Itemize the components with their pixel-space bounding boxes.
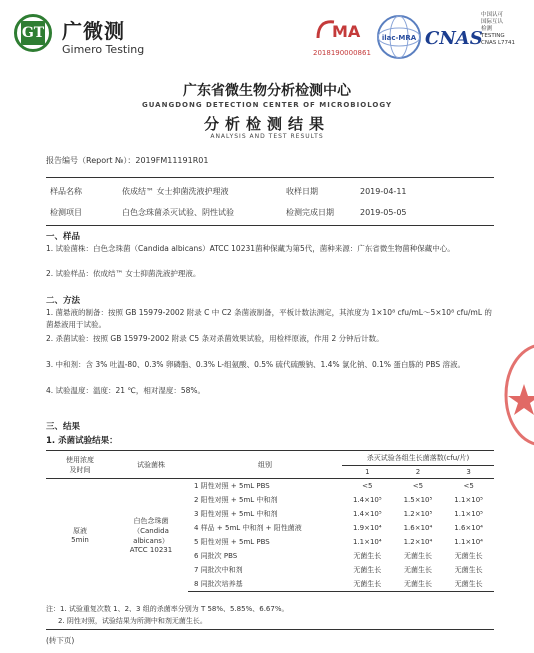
count-cell: 无菌生长 (454, 552, 483, 560)
report-title: 分析检测结果 (203, 115, 330, 133)
info-value: 2019-04-11 (360, 187, 407, 196)
organization-title: 广东省微生物分析检测中心 (183, 83, 351, 99)
count-cell: 无菌生长 (443, 577, 494, 592)
ilac-mra-logo (376, 14, 422, 60)
group-cell: 2 阳性对照 + 5mL 中和剂 (194, 496, 278, 504)
subsection-heading: 1. 杀菌试验结果： (46, 436, 118, 446)
info-value: 白色念珠菌杀灭试验、阴性试验 (122, 208, 234, 217)
divider (46, 177, 494, 178)
column-header-rep: 1 (342, 466, 393, 479)
sample-info-table (46, 181, 494, 223)
group-cell: 3 阳性对照 + 5mL 中和剂 (194, 510, 278, 518)
group-cell: 6 同批次 PBS (194, 552, 238, 560)
footnote: 2. 阴性对照，试验结果为所测中和剂无菌生长。 (58, 617, 207, 625)
cnas-caption (481, 12, 527, 47)
count-cell: 1.6×10⁴ (454, 524, 483, 532)
info-label: 检测项目 (50, 208, 82, 217)
info-label: 检测完成日期 (286, 208, 334, 217)
section-heading: 一、样品 (46, 232, 81, 242)
ilac-label: ilac-MRA (381, 34, 417, 42)
report-title-en: ANALYSIS AND TEST RESULTS (210, 133, 324, 140)
count-cell: 1.2×10⁵ (403, 510, 433, 518)
column-header-rep: 2 (393, 466, 444, 479)
group-cell: 4 样品 + 5mL 中和剂 + 阳性菌液 (194, 524, 302, 532)
column-header-rep: 3 (443, 466, 494, 479)
footnote: 注：1. 试验重复次数 1、2、3 组的杀菌率分别为 T 58%、5.85%、6.67%。 (46, 605, 289, 613)
cma-number: 2018190000861 (313, 49, 371, 57)
count-cell: 1.1×10⁵ (454, 496, 483, 504)
cnas-logo: CNAS (425, 28, 483, 49)
column-header-counts: 杀灭试验各组生长菌落数(cfu/片) (342, 451, 494, 466)
count-cell: 1.6×10⁴ (403, 524, 433, 532)
report-number: 报告编号（Report №）：2019FM11191R01 (46, 156, 209, 165)
count-cell: 1.1×10⁴ (454, 538, 483, 546)
info-row (46, 181, 494, 202)
column-header-strain: 试验菌株 (114, 451, 188, 479)
count-cell: 无菌生长 (403, 552, 432, 560)
company-logo (14, 14, 52, 52)
count-cell: 1.9×10⁴ (352, 524, 382, 532)
strain-cell (114, 479, 188, 592)
divider (46, 225, 494, 226)
count-cell: <5 (362, 482, 373, 490)
official-seal-stamp (502, 340, 534, 450)
count-cell: 无菌生长 (393, 577, 444, 592)
count-cell: 无菌生长 (454, 566, 483, 574)
count-cell: <5 (463, 482, 474, 490)
info-value: 依成结™ 女士抑菌洗液护理液 (122, 187, 229, 196)
divider (46, 629, 494, 630)
count-cell: 1.5×10⁵ (403, 496, 433, 504)
logo-letters: GT (21, 21, 45, 45)
concentration-cell (46, 479, 114, 592)
count-cell: 1.1×10⁵ (454, 510, 483, 518)
brand-name-cn: 广微测 (62, 19, 125, 43)
section-heading: 三、结果 (46, 422, 81, 432)
paragraph: 2. 杀菌试验：按照 GB 15979-2002 附录 C5 条对杀菌效果试验，用检样原液，作用 2 分钟后计数。 (46, 334, 384, 343)
paragraph: 4. 试验温度：温度：21 ℃，相对湿度：58%。 (46, 386, 206, 395)
cma-label: MA (332, 22, 361, 41)
table-header-row (46, 451, 494, 466)
cell-text: 5min (71, 536, 89, 545)
brand-name-en: Gimero Testing (62, 43, 145, 56)
cnas-caption-line: CNAS L7741 (481, 40, 516, 46)
results-table (46, 450, 494, 592)
organization-title-en: GUANGDONG DETECTION CENTER OF MICROBIOLOGY (141, 101, 393, 109)
column-header-concentration (46, 451, 114, 479)
cell-text: 原液 (73, 527, 87, 536)
count-cell: 1.4×10⁵ (352, 496, 382, 504)
header-text: 及时间 (69, 465, 91, 474)
cnas-caption-line: TESTING (481, 33, 505, 39)
cell-text: （Candida (133, 527, 169, 536)
paragraph: 1. 菌悬液的制备：按照 GB 15979-2002 附录 C 中 C2 条菌液制备，平板计数法测定，其浓度为 1×10⁸ cfu/mL～5×10⁸ cfu/mL 的菌悬液用于试验。 (46, 308, 492, 329)
group-cell: 5 阳性对照 + 5mL PBS (194, 538, 270, 546)
column-header-group: 组别 (188, 451, 342, 479)
count-cell: 无菌生长 (353, 552, 382, 560)
count-cell: 无菌生长 (353, 566, 382, 574)
paragraph: 1. 试验菌株：白色念珠菌（Candida albicans）ATCC 10231菌种保藏为第5代，菌种来源：广东省微生物菌种保藏中心。 (46, 244, 455, 253)
count-cell: 无菌生长 (403, 566, 432, 574)
continued-label: (转下页) (46, 636, 75, 645)
info-label: 收样日期 (286, 187, 318, 196)
group-cell: 7 同批次中和剂 (194, 566, 243, 574)
table-row (46, 479, 494, 494)
info-value: 2019-05-05 (360, 208, 407, 217)
count-cell: 1.4×10⁵ (352, 510, 382, 518)
cnas-caption-line: 国际互认 (481, 19, 504, 25)
count-cell: <5 (412, 482, 424, 490)
paragraph: 2. 试验样品：依成结™ 女士抑菌洗液护理液。 (46, 269, 201, 278)
count-cell: 1.2×10⁴ (403, 538, 433, 546)
cell-text: albicans） (133, 537, 169, 546)
section-heading: 二、方法 (46, 296, 81, 306)
count-cell: 无菌生长 (342, 577, 393, 592)
group-cell: 8 同批次培养基 (188, 577, 342, 592)
cell-text: ATCC 10231 (129, 546, 173, 555)
info-row (46, 202, 494, 223)
cnas-caption-line: 中国认可 (481, 12, 504, 18)
cma-logo (316, 18, 372, 42)
cnas-caption-line: 检测 (481, 26, 493, 32)
header-text: 使用浓度 (66, 455, 94, 464)
count-cell: 1.1×10⁴ (352, 538, 382, 546)
paragraph: 3. 中和剂：含 3% 吐温-80、0.3% 卵磷脂、0.3% L-组氨酸、0.5% 硫代硫酸钠、1.4% 氯化钠、0.1% 蛋白胨的 PBS 溶液。 (46, 360, 465, 369)
group-cell: 1 阴性对照 + 5mL PBS (194, 482, 270, 490)
cell-text: 白色念珠菌 (133, 517, 169, 526)
info-label: 样品名称 (50, 187, 82, 196)
